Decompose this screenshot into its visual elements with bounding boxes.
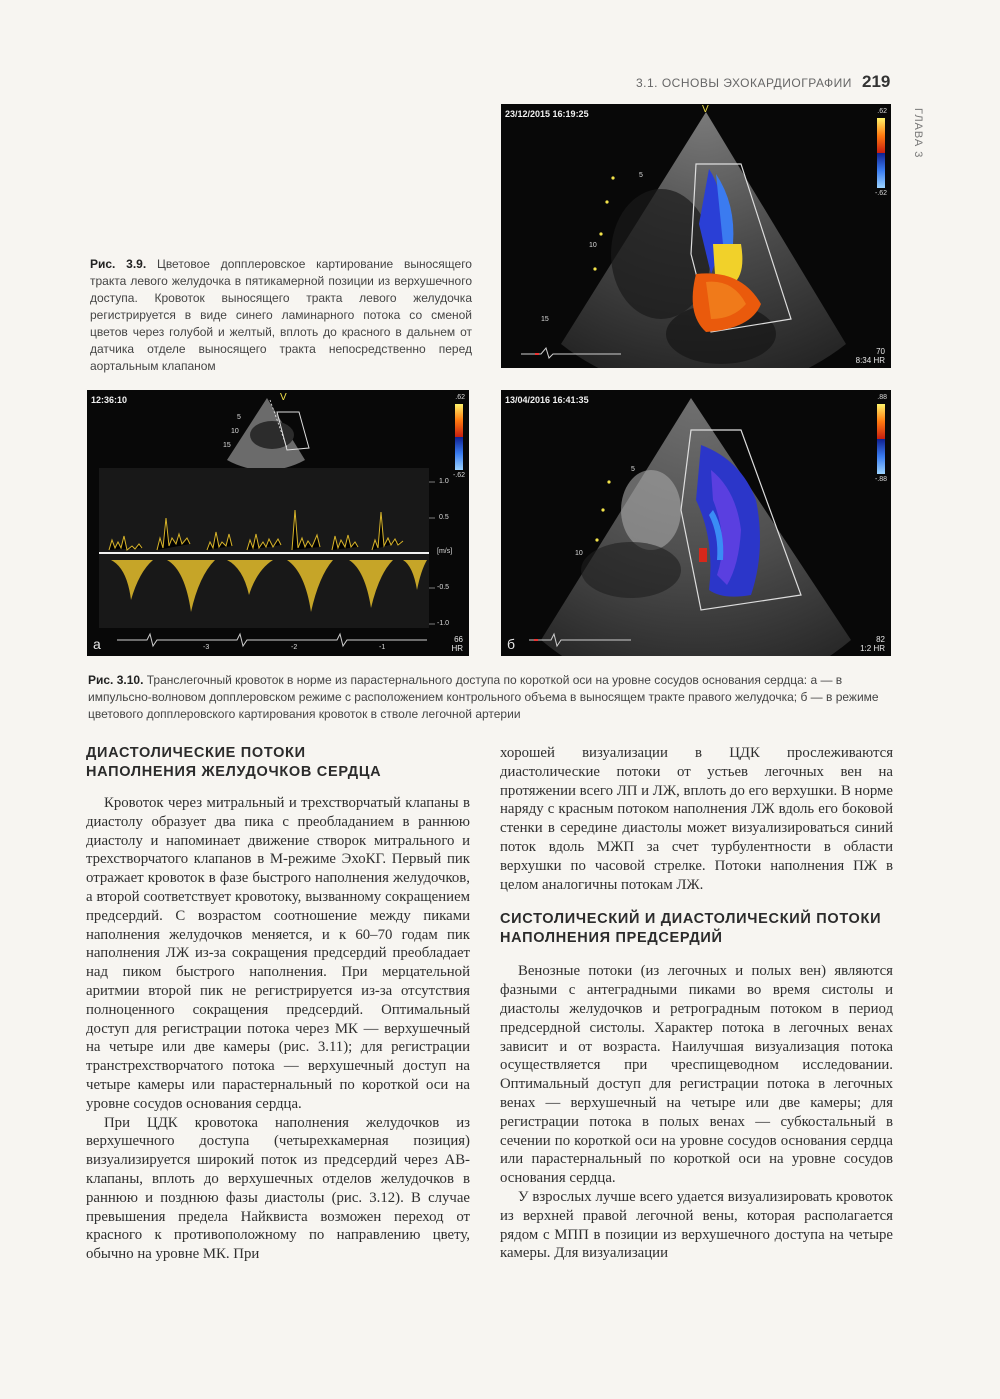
depth-mark: 10	[589, 242, 597, 249]
depth-mark: 5	[631, 466, 635, 473]
panel-letter: а	[93, 636, 101, 652]
panel-letter: б	[507, 636, 516, 652]
scale-top: .62	[455, 394, 465, 401]
left-column	[86, 744, 470, 1264]
body-paragraph-continued: хорошей визуализации в ЦДК прослеживаются диастолические потоки от устьев легочных вен на протяжении всего ЛП и ЛЖ, вплоть до его верхушки. В норме наряду с красным потоком наполнения ЛЖ вдоль его боковой стенки в середине диастолы может визуализироваться синий поток вдоль МЖП за счет турбулентности в области верхушки по часовой стрелке. Потоки наполнения ПЖ в целом аналогичны потокам ЛЖ.	[500, 745, 893, 893]
depth-dot	[601, 508, 604, 511]
scale-bottom: -.62	[874, 190, 887, 197]
color-velocity-bar	[877, 118, 885, 188]
color-velocity-bar	[455, 404, 463, 470]
body-paragraph: У взрослых лучше всего удается визуализировать кровоток из верхней правой легочной вены, которая располагается рядом с МПП в позиции из верхушечного доступа на четыре камеры. Для визуализации	[500, 1188, 893, 1262]
depth-dot	[599, 232, 602, 235]
depth-mark: 10	[575, 550, 583, 557]
depth-mark: 5	[639, 172, 643, 179]
pulsed-wave-doppler	[87, 390, 469, 656]
section-heading: ДИАСТОЛИЧЕСКИЕ ПОТОКИ НАПОЛНЕНИЯ ЖЕЛУДОЧКОВ СЕРДЦА	[86, 745, 382, 780]
hr-value: 66	[454, 635, 463, 644]
timestamp: 12:36:10	[91, 395, 128, 405]
right-column	[500, 744, 893, 1263]
hr-time: 1:2	[860, 644, 872, 653]
depth-dot	[595, 538, 598, 541]
scale-bottom: -.88	[874, 476, 887, 483]
scale-top: .88	[877, 394, 887, 401]
figure-3-9-caption-text: Цветовое допплеровское картирование выносящего тракта левого желудочка в пятикамерной позиции из верхушечного доступа. Кровоток выносящего тракта левого желудочка регистрируется в виде синего ламинарного потока со сменой цветов через голубой и желтый, вплоть до красного в дальнем от датчика отделе выносящего тракта непосредственно перед аортальным клапаном	[90, 257, 472, 373]
heart-rate	[860, 635, 885, 653]
depth-mark: 5	[237, 414, 241, 421]
figure-3-10b-image	[501, 390, 891, 656]
body-paragraph: Кровоток через митральный и трехстворчатый клапаны в диастолу образует два пика с преобладанием в раннюю диастолу и напоминает движение створок митрального и трехстворчатого клапанов в М-режиме ЭхоКГ. Первый пик отражает кровоток в фазе быстрого наполнения желудочков, а второй соответствует кровотоку, вызванному сокращением предсердий. С возрастом соотношение между пиками наполнения желудочков меняется, и к 60–70 годам пик наполнения ЛЖ из-за сокращения предсердий преобладает над пиком быстрого наполнения. При мерцательной аритмии второй пик не регистрируется из-за отсутствия полноценного сокращения предсердий. Оптимальный доступ для регистрации потока через МК — верхушечный на четыре или две камеры (рис. 3.11); для регистрации транстрехстворчатого потока — верхушечный доступ на четыре камеры или парастернальный по короткой оси на уровне сосудов основания сердца.	[86, 795, 470, 1112]
hr-unit: HR	[873, 644, 885, 653]
time-mark: -1	[379, 644, 386, 651]
figure-3-10a-image	[87, 390, 469, 656]
probe-marker: V	[280, 392, 287, 403]
color-velocity-bar	[877, 404, 885, 474]
heart-rate	[451, 635, 463, 653]
timestamp: 23/12/2015 16:19:25	[505, 109, 589, 119]
time-mark: -3	[203, 644, 210, 651]
scale-bottom: -.62	[452, 472, 465, 479]
depth-dot	[611, 176, 614, 179]
heart-rate	[856, 347, 885, 365]
hr-unit: HR	[873, 356, 885, 365]
figure-3-10-caption	[88, 672, 894, 723]
timestamp: 13/04/2016 16:41:35	[505, 395, 589, 405]
depth-dot	[605, 200, 608, 203]
figure-3-10-label: Рис. 3.10.	[88, 673, 144, 687]
time-mark: -2	[291, 644, 298, 651]
echo-sector-5chamber	[501, 104, 891, 368]
running-header: 3.1. ОСНОВЫ ЭХОКАРДИОГРАФИИ	[636, 76, 852, 90]
body-paragraph: Венозные потоки (из легочных и полых вен) являются фазными с антеградными пиками во время систолы и диастолы желудочков и ретроградным потоком в период предсердной систолы. Характер потока в легочных венах зависит и от возраста. Наилучшая визуализация потока осуществляется при чреспищеводном исследовании. Оптимальный доступ для регистрации потока в легочных венах — верхушечный на четыре или две камеры; для регистрации потока в полых венах — субкостальный в сечении по короткой оси на уровне сосудов основания сердца или парастернальный по короткой оси на уровне сосудов основания сердца.	[500, 963, 893, 1187]
depth-mark: 15	[541, 316, 549, 323]
body-paragraph: При ЦДК кровотока наполнения желудочков из верхушечного доступа (четырехкамерная позиция) визуализируется широкий поток из предсердий через АВ-клапаны, вплоть до верхушечных отделов желудочков в раннюю и позднюю фазы диастолы (рис. 3.12). В случае превышения предела Найквиста возможен переход от красного к противоположному по направлению цвету, обычно на уровне МК. При	[86, 1114, 470, 1263]
depth-dot	[607, 480, 610, 483]
hr-unit: HR	[451, 644, 463, 653]
hr-time: 8:34	[855, 356, 872, 365]
velocity-tick: -1.0	[437, 620, 450, 627]
page-number: 219	[862, 72, 891, 91]
depth-dot	[593, 267, 596, 270]
section-heading: СИСТОЛИЧЕСКИЙ И ДИАСТОЛИЧЕСКИЙ ПОТОКИ НАПОЛНЕНИЯ ПРЕДСЕРДИЙ	[500, 911, 882, 947]
depth-mark: 15	[223, 442, 231, 449]
velocity-tick: -0.5	[437, 584, 450, 591]
echo-sector-short-axis	[501, 390, 891, 656]
figure-3-10-caption-text: Транслегочный кровоток в норме из парастернального доступа по короткой оси на уровне сосудов основания сердца: а — в импульсно-волновом допплеровском режиме с расположением контрольного объема в выносящем тракте правого желудочка; б — в режиме цветового допплеровского картирования кровоток в стволе легочной артерии	[88, 673, 879, 721]
velocity-tick: 0.5	[439, 514, 449, 521]
probe-marker: V	[702, 104, 709, 115]
hr-value: 70	[876, 347, 885, 356]
scale-top: .62	[877, 108, 887, 115]
chapter-tab: ГЛАВА 3	[912, 108, 924, 159]
figure-3-9-label: Рис. 3.9.	[90, 257, 147, 271]
hr-value: 82	[876, 635, 885, 644]
velocity-unit: [m/s]	[437, 548, 453, 555]
depth-mark: 10	[231, 428, 239, 435]
figure-3-9-image	[501, 104, 891, 368]
figure-3-9-caption	[90, 256, 472, 375]
velocity-tick: 1.0	[439, 478, 449, 485]
